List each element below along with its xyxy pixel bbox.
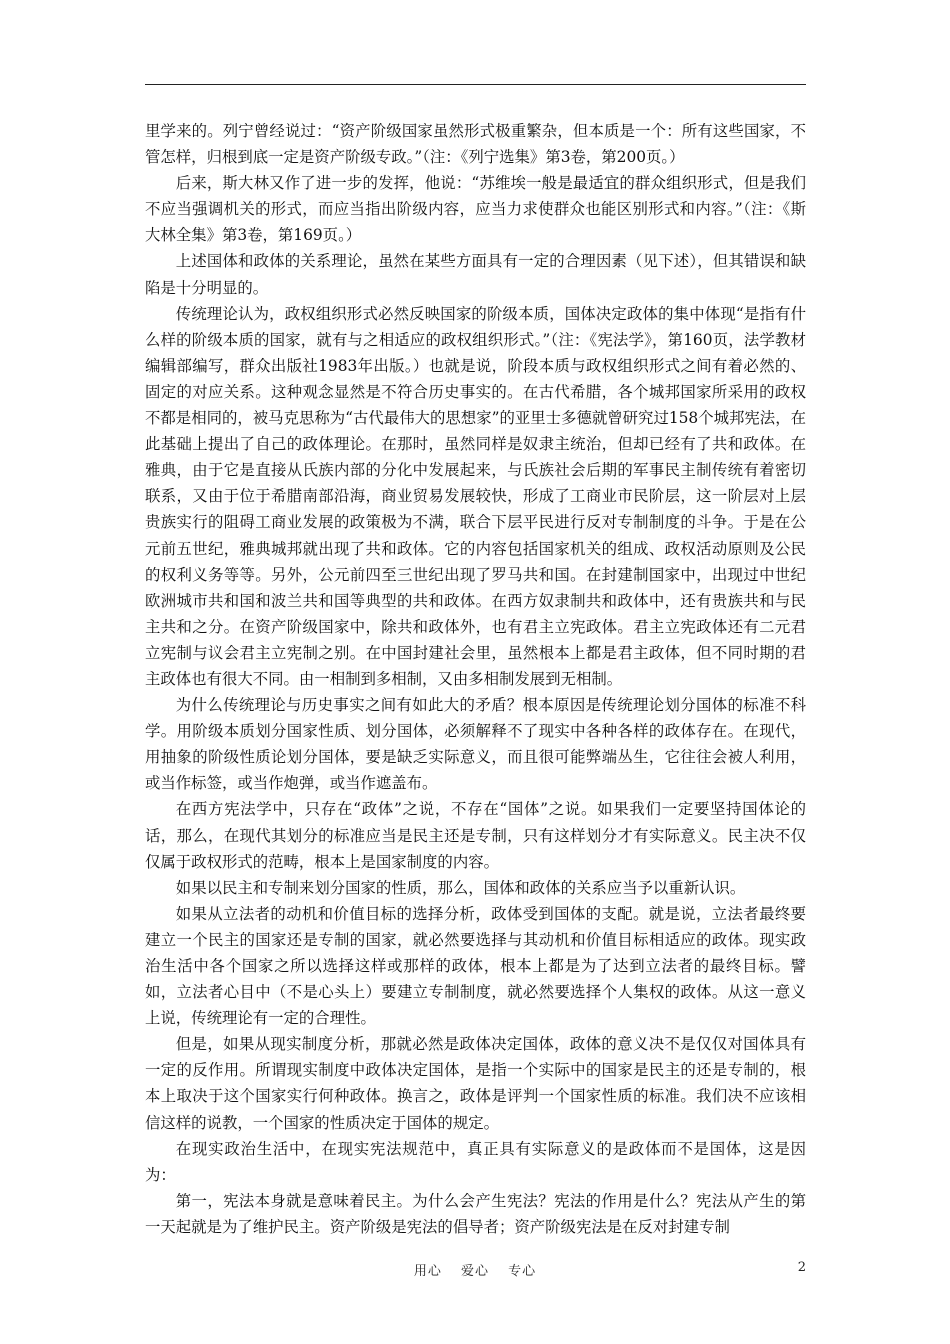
- paragraph-2: 后来，斯大林又作了进一步的发挥，他说：“苏维埃一般是最适宜的群众组织形式，但是我们不应当强调机关的形式，而应当指出阶级内容，应当力求使群众也能区别形式和内容。”（注：《斯大林全集》第3卷，第169页。）: [145, 174, 806, 245]
- page-number: 2: [797, 1260, 806, 1275]
- document-body: [145, 118, 806, 1240]
- paragraph-9: 但是，如果从现实制度分析，那就必然是政体决定国体，政体的意义决不是仅仅对国体具有一定的反作用。所谓现实制度中政体决定国体，是指一个实际中的国家是民主的还是专制的，根本上取决于这个国家实行何种政体。换言之，政体是评判一个国家性质的标准。我们决不应该相信这样的说教，一个国家的性质决定于国体的规定。: [145, 1035, 806, 1132]
- paragraph-1: 里学来的。列宁曾经说过：“资产阶级国家虽然形式极重繁杂，但本质是一个：所有这些国家，不管怎样，归根到底一定是资产阶级专政。”（注：《列宁选集》第3卷，第200页。）: [145, 122, 806, 167]
- paragraph-10: 在现实政治生活中，在现实宪法规范中，真正具有实际意义的是政体而不是国体，这是因为：: [145, 1139, 806, 1184]
- paragraph-4: 传统理论认为，政权组织形式必然反映国家的阶级本质，国体决定政体的集中体现“是指有什么样的阶级本质的国家，就有与之相适应的政权组织形式。”（注：《宪法学》，第160页，法学教材编辑部编写，群众出版社1983年出版。）也就是说，阶段本质与政权组织形式之间有着必然的、固定的对应关系。这种观念显然是不符合历史事实的。在古代希腊，各个城邦国家所采用的政权不都是相同的，被马克思称为“古代最伟大的思想家”的亚里士多德就曾研究过158个城邦宪法，在此基础上提出了自己的政体理论。在那时，虽然同样是奴隶主统治，但却已经有了共和政体。在雅典，由于它是直接从氏族内部的分化中发展起来，与氏族社会后期的军事民主制传统有着密切联系，又由于位于希腊南部沿海，商业贸易发展较快，形成了工商业市民阶层，这一阶层对上层贵族实行的阻碍工商业发展的政策极为不满，联合下层平民进行反对专制制度的斗争。于是在公元前五世纪，雅典城邦就出现了共和政体。它的内容包括国家机关的组成、政权活动原则及公民的权利义务等等。另外，公元前四至三世纪出现了罗马共和国。在封建制国家中，出现过中世纪欧洲城市共和国和波兰共和国等典型的共和政体。在西方奴隶制共和政体中，还有贵族共和与民主共和之分。在资产阶级国家中，除共和政体外，也有君主立宪政体。君主立宪政体还有二元君立宪制与议会君主立宪制之别。在中国封建社会里，虽然根本上都是君主政体，但不同时期的君主政体也有很大不同。由一相制到多相制，又由多相制发展到无相制。: [145, 304, 806, 688]
- paragraph-11: 第一，宪法本身就是意味着民主。为什么会产生宪法？宪法的作用是什么？宪法从产生的第一天起就是为了维护民主。资产阶级是宪法的倡导者；资产阶级宪法是在反对封建专制: [145, 1191, 806, 1236]
- header-rule: [145, 84, 806, 85]
- paragraph-8: 如果从立法者的动机和价值目标的选择分析，政体受到国体的支配。就是说，立法者最终要建立一个民主的国家还是专制的国家，就必然要选择与其动机和价值目标相适应的政体。现实政治生活中各个国家之所以选择这样或那样的政体，根本上都是为了达到立法者的最终目标。譬如，立法者心目中（不是心头上）要建立专制制度，就必然要选择个人集权的政体。从这一意义上说，传统理论有一定的合理性。: [145, 904, 806, 1028]
- paragraph-7: 如果以民主和专制来划分国家的性质，那么，国体和政体的关系应当予以重新认识。: [175, 878, 746, 897]
- paragraph-5: 为什么传统理论与历史事实之间有如此大的矛盾？根本原因是传统理论划分国体的标准不科学。用阶级本质划分国家性质、划分国体，必须解释不了现实中各种各样的政体存在。在现代，用抽象的阶级性质论划分国体，要是缺乏实际意义，而且很可能弊端丛生，它往往会被人利用，或当作标签，或当作炮弹，或当作遮盖布。: [145, 696, 806, 793]
- paragraph-6: 在西方宪法学中，只存在“政体”之说，不存在“国体”之说。如果我们一定要坚持国体论的话，那么，在现代其划分的标准应当是民主还是专制，只有这样划分才有实际意义。民主决不仅仅属于政权形式的范畴，根本上是国家制度的内容。: [145, 800, 806, 871]
- paragraph-3: 上述国体和政体的关系理论，虽然在某些方面具有一定的合理因素（见下述），但其错误和缺陷是十分明显的。: [145, 252, 806, 297]
- footer-motto: 用心 爱心 专心: [413, 1264, 537, 1279]
